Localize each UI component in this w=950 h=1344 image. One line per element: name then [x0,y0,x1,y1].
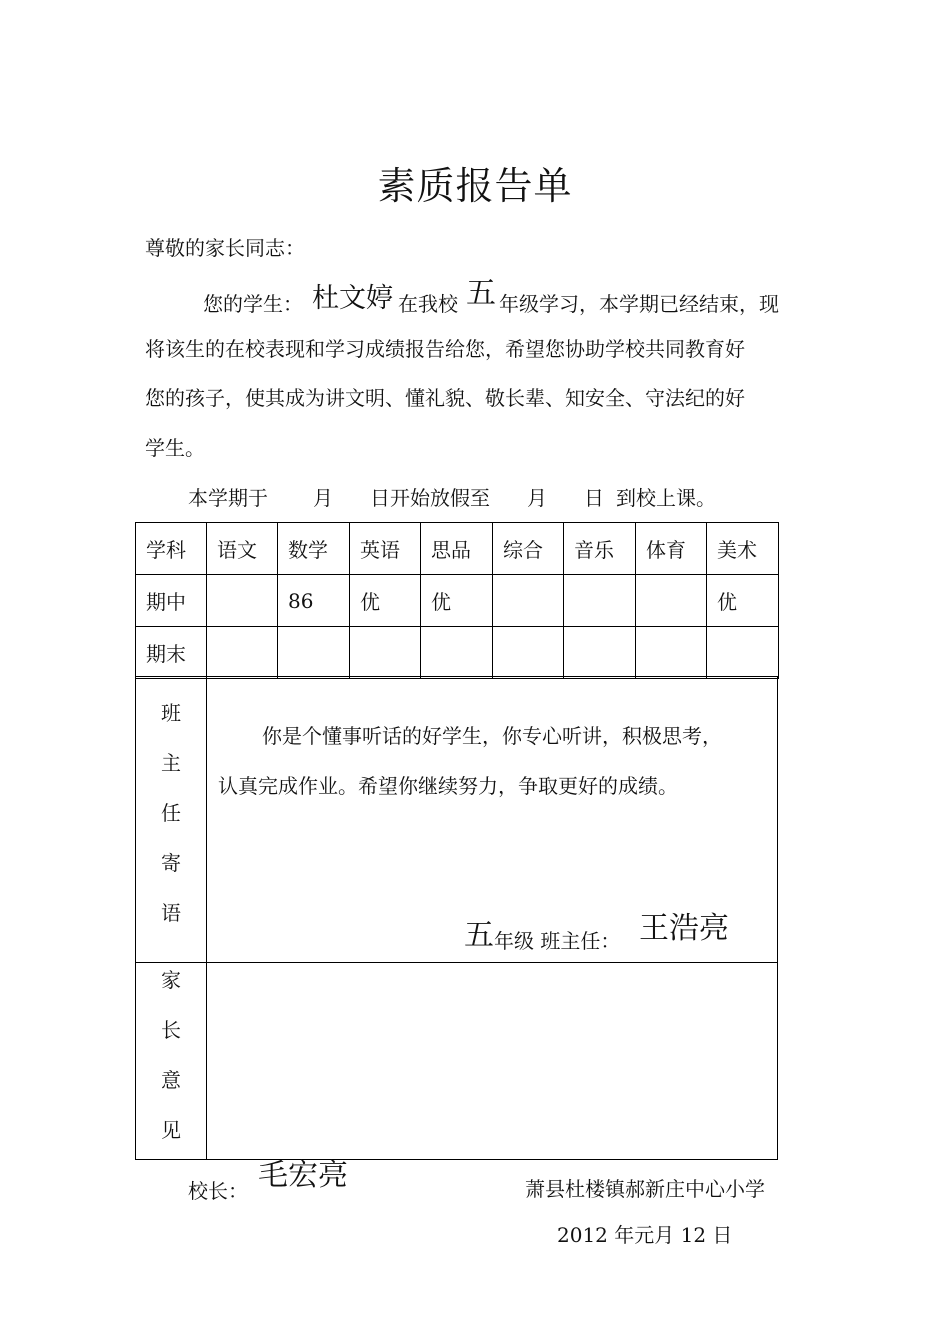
parent-opinion-label-1: 家 [161,968,181,992]
table-cell [564,627,636,679]
header-cell: 思品 [421,523,493,575]
table-cell [207,575,278,627]
header-cell: 语文 [207,523,278,575]
table-cell: 86 [278,575,350,627]
table-header-row [136,523,779,575]
table-cell: 期末 [136,627,207,679]
grades-table [135,522,779,679]
intro-line-2: 将该生的在校表现和学习成绩报告给您，希望您协助学校共同教育好 [145,337,745,361]
vacation-a: 本学期于 [188,486,268,510]
table-cell: 优 [350,575,421,627]
table-cell: 优 [421,575,493,627]
sign-text: 年级 班主任： [494,929,621,953]
vacation-day-2: 日 [584,486,604,510]
intro-suffix: 年级学习，本学期已经结束，现 [499,292,779,316]
header-cell: 体育 [636,523,707,575]
table-row [136,575,779,627]
sign-grade-handwritten: 五 [464,918,494,953]
parent-opinion-box [135,961,778,1160]
header-cell: 美术 [707,523,779,575]
header-cell: 综合 [493,523,564,575]
table-row [136,627,779,679]
intro-prefix: 您的学生： [203,292,303,316]
school-name: 萧县杜楼镇郝新庄中心小学 [525,1177,765,1201]
table-cell [636,575,707,627]
page-title: 素质报告单 [377,164,573,208]
vacation-month-1: 月 [313,486,333,510]
header-cell: 英语 [350,523,421,575]
teacher-comment-line-2: 认真完成作业。希望你继续努力，争取更好的成绩。 [218,774,678,798]
principal-label: 校长： [188,1179,248,1203]
teacher-comment-label-4: 寄 [161,851,181,875]
principal-name-signature: 毛宏亮 [258,1158,348,1193]
report-date: 2012 年元月 12 日 [557,1223,733,1247]
table-cell [207,627,278,679]
table-cell: 期中 [136,575,207,627]
header-cell: 数学 [278,523,350,575]
teacher-comment-label-5: 语 [161,901,181,925]
teacher-comment-line-1: 你是个懂事听话的好学生，你专心听讲，积极思考， [262,724,722,748]
greeting: 尊敬的家长同志： [145,236,305,260]
vacation-f: 到校上课。 [616,486,716,510]
teacher-comment-label-3: 任 [161,801,181,825]
table-cell [564,575,636,627]
parent-opinion-label-2: 长 [161,1018,181,1042]
parent-opinion-label-3: 意 [161,1068,181,1092]
table-cell [707,627,779,679]
header-cell: 音乐 [564,523,636,575]
header-cell: 学科 [136,523,207,575]
table-cell [636,627,707,679]
teacher-comment-label-1: 班 [161,701,181,725]
teacher-comment-label-2: 主 [161,751,181,775]
intro-mid: 在我校 [398,292,458,316]
table-cell [278,627,350,679]
vacation-c: 日开始放假至 [370,486,490,510]
parent-opinion-label-4: 见 [161,1118,181,1142]
table-cell [421,627,493,679]
teacher-name-signature: 王浩亮 [639,911,729,946]
table-cell: 优 [707,575,779,627]
intro-line-3: 您的孩子，使其成为讲文明、懂礼貌、敬长辈、知安全、守法纪的好 [145,386,745,410]
table-cell [493,575,564,627]
student-name: 杜文婷 [312,283,393,314]
table-cell [350,627,421,679]
vacation-month-2: 月 [527,486,547,510]
intro-line-4: 学生。 [145,436,205,460]
grade-handwritten: 五 [466,276,496,311]
table-cell [493,627,564,679]
